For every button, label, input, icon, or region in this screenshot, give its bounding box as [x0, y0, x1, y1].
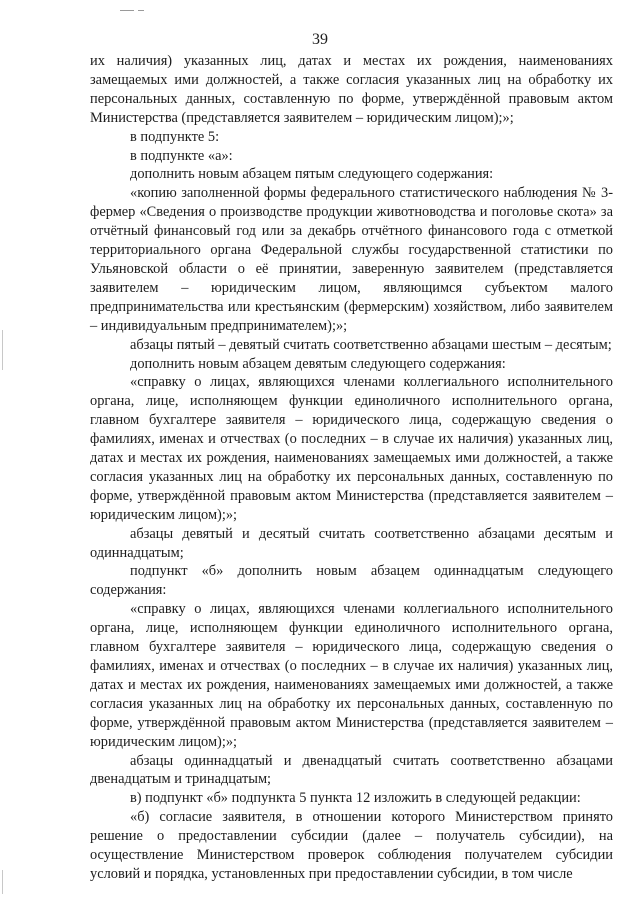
- paragraph: абзацы одиннадцатый и двенадцатый считать соответственно абзацами двенадцатым и тринадцатым;: [90, 752, 613, 788]
- paragraph: в подпункте 5:: [130, 128, 220, 145]
- paragraph: дополнить новым абзацем девятым следующего содержания:: [130, 355, 506, 372]
- paragraph: подпункт «б» дополнить новым абзацем одиннадцатым следующего содержания:: [90, 563, 613, 599]
- paragraph: «копию заполненной формы федерального статистического наблюдения № 3-фермер «Сведения о производстве продукции животноводства и поголовье скота» за отчётный финансовый год или за декабрь отчётного финансового года с отметкой территориального органа Федеральной службы государственной статистики по Ульяновской области о её принятии, заверенную заявителем (представляется заявителем – юридическим лицом, являющимся субъектом малого предпринимательства или крестьянским (фермерским) хозяйством, либо заявителем – индивидуальным предпринимателем);»;: [90, 185, 613, 334]
- scan-edge-mark: [2, 330, 3, 370]
- document-body: [90, 52, 613, 884]
- paragraph: их наличия) указанных лиц, датах и местах их рождения, наименованиях замещаемых ими должностей, а также согласия указанных лиц на обработку их персональных данных, составленную по форме, утверждённой правовым актом Министерства (представляется заявителем – юридическим лицом);»;: [90, 53, 613, 126]
- paragraph: «б) согласие заявителя, в отношении которого Министерством принято решение о предоставлении субсидии (далее – получатель субсидии), на осуществление Министерством проверок соблюдения получателем субсидии условий и порядка, установленных при предоставлении субсидии, в том числе: [90, 809, 613, 882]
- paragraph: абзацы пятый – девятый считать соответственно абзацами шестым – десятым;: [130, 336, 612, 353]
- paragraph: «справку о лицах, являющихся членами коллегиального исполнительного органа, лице, исполняющем функции единоличного исполнительного органа, главном бухгалтере заявителя – юридического лица, содержащую сведения о фамилиях, именах и отчествах (о последних – в случае их наличия) указанных лиц, датах и местах их рождения, наименованиях замещаемых ими должностей, а также согласия указанных лиц на обработку их персональных данных, составленную по форме, утверждённой правовым актом Министерства (представляется заявителем – юридическим лицом);»;: [90, 374, 613, 523]
- scan-artifact-line: [120, 10, 134, 11]
- paragraph: в) подпункт «б» подпункта 5 пункта 12 изложить в следующей редакции:: [130, 790, 581, 807]
- page-number: 39: [312, 31, 328, 48]
- paragraph: абзацы девятый и десятый считать соответственно абзацами десятым и одиннадцатым;: [90, 525, 613, 561]
- paragraph: в подпункте «а»:: [130, 147, 233, 164]
- scan-edge-mark: [2, 870, 3, 894]
- scan-artifact-line: [138, 10, 144, 11]
- paragraph: дополнить новым абзацем пятым следующего содержания:: [130, 166, 494, 183]
- paragraph: «справку о лицах, являющихся членами коллегиального исполнительного органа, лице, исполняющем функции единоличного исполнительного органа, главном бухгалтере заявителя – юридического лица, содержащую сведения о фамилиях, именах и отчествах (о последних – в случае их наличия) указанных лиц, датах и местах их рождения, наименованиях замещаемых ими должностей, а также согласия указанных лиц на обработку их персональных данных, составленную по форме, утверждённой правовым актом Министерства (представляется заявителем – юридическим лицом);»;: [90, 601, 613, 750]
